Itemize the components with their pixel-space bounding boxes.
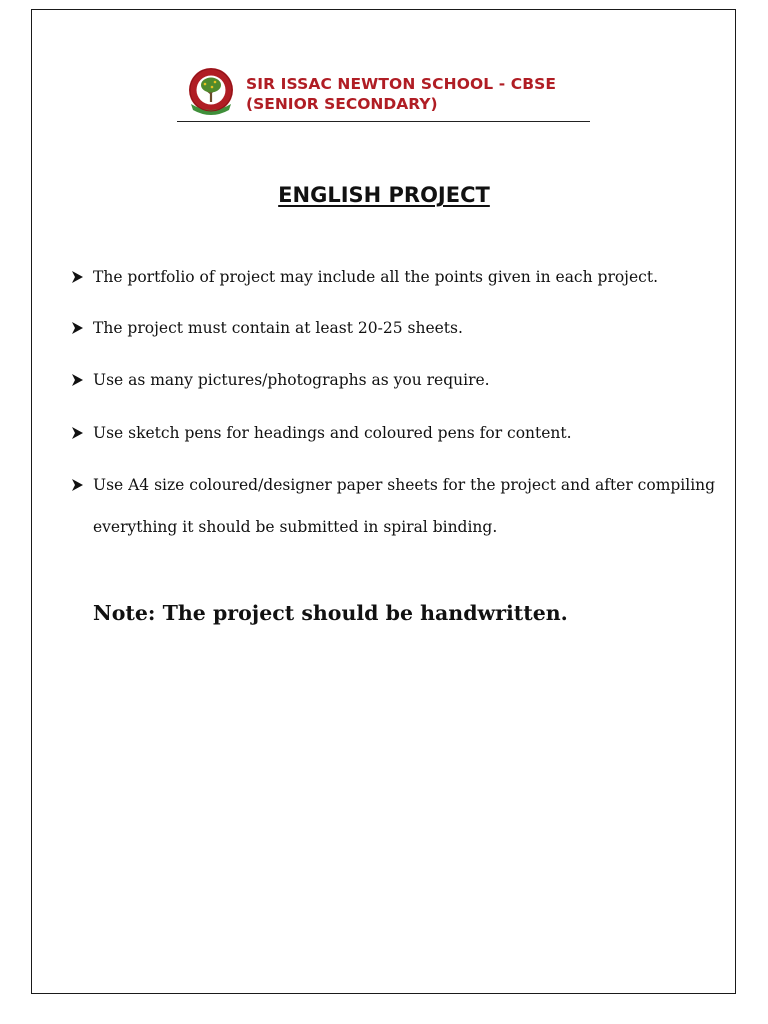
school-subtitle: (SENIOR SECONDARY) xyxy=(246,95,438,113)
school-name: SIR ISSAC NEWTON SCHOOL - CBSE xyxy=(246,75,557,93)
bullet-text: Use A4 size coloured/designer paper sheets for the project and after compiling xyxy=(93,476,716,494)
arrowhead-bullet-icon xyxy=(70,424,86,442)
header-divider xyxy=(177,121,590,122)
arrowhead-bullet-icon xyxy=(70,319,86,337)
bullet-text: Use sketch pens for headings and coloured pens for content. xyxy=(93,424,572,442)
bullet-continuation-text: everything it should be submitted in spiral binding. xyxy=(93,518,498,536)
note-text: Note: The project should be handwritten. xyxy=(93,601,568,625)
arrowhead-bullet-icon xyxy=(70,268,86,286)
school-logo xyxy=(183,66,239,116)
arrowhead-bullet-icon xyxy=(70,371,86,389)
school-header xyxy=(177,66,590,122)
page-border xyxy=(31,9,736,994)
bullet-text: Use as many pictures/photographs as you require. xyxy=(93,371,490,389)
page-title: ENGLISH PROJECT xyxy=(278,183,490,207)
bullet-text: The portfolio of project may include all the points given in each project. xyxy=(93,268,659,286)
arrowhead-bullet-icon xyxy=(70,476,86,494)
bullet-text: The project must contain at least 20-25 sheets. xyxy=(93,319,463,337)
